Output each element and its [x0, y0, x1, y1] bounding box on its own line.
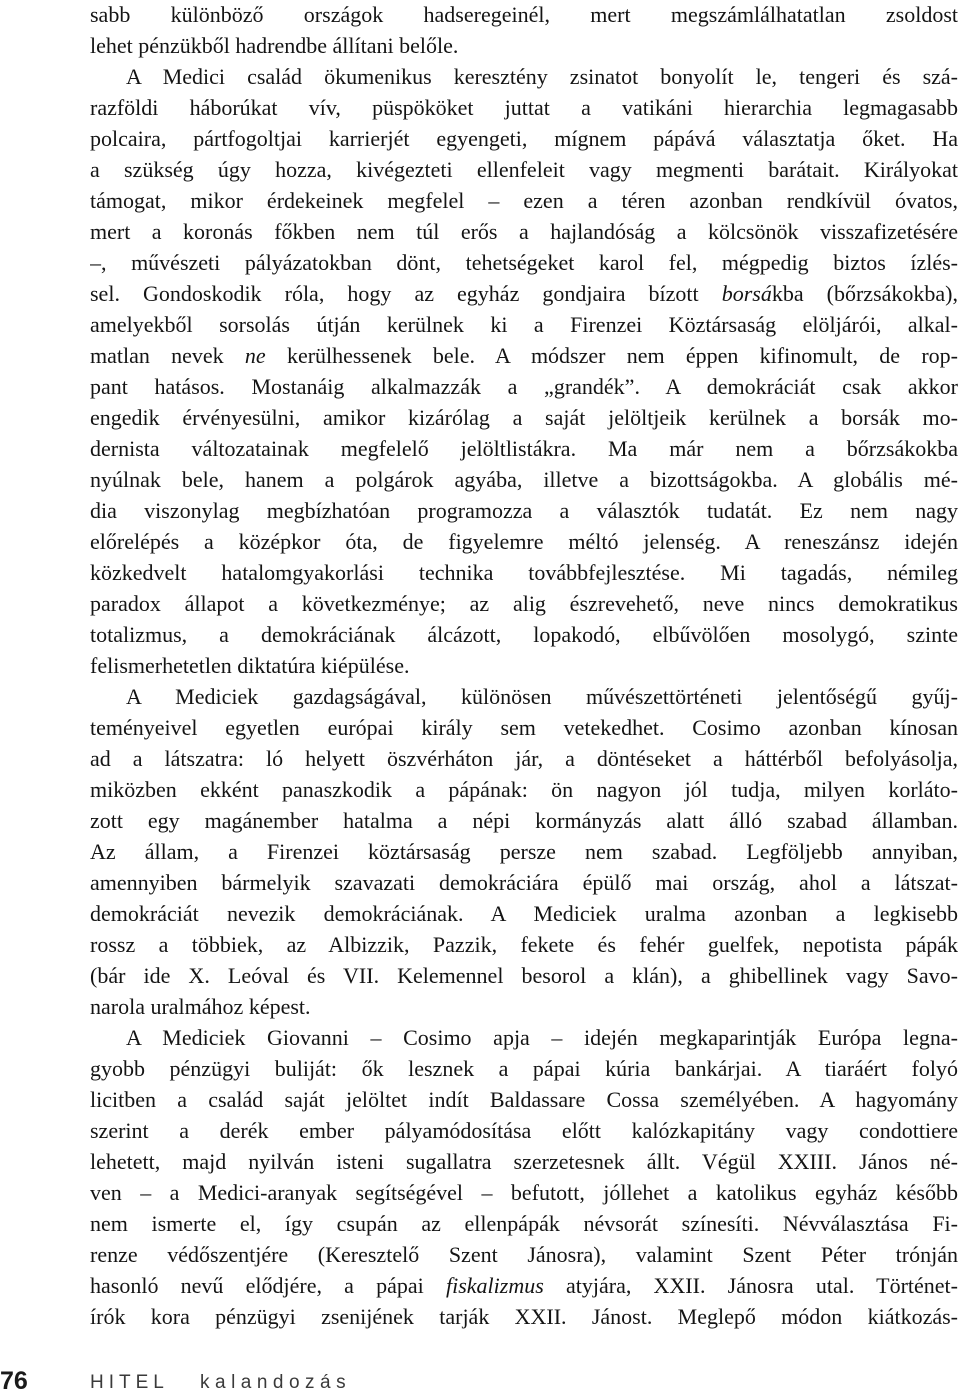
text-segment: narola uralmához képest.: [90, 994, 311, 1019]
text-line: [90, 650, 958, 681]
text-segment: engedik érvényesülni, amikor kizárólag a saját jelöltjeik kerülnek a borsák mo-: [90, 405, 958, 430]
text-line: [90, 1301, 958, 1332]
text-line: [90, 185, 958, 216]
body-text: [90, 0, 958, 1332]
text-segment: a szükség úgy hozza, kivégezteti ellenfeleit vagy megmenti barátait. Királyokat: [90, 157, 958, 182]
text-segment: zott egy magánember hatalma a népi kormányzás alatt álló szabad államban.: [90, 808, 958, 833]
journal-name: HITEL: [90, 1372, 169, 1393]
text-segment: rossz a többiek, az Albizzik, Pazzik, fekete és fehér guelfek, nepotista pápák: [90, 932, 958, 957]
text-segment: ven – a Medici-aranyak segítségével – befutott, jóllehet a katolikus egyház később: [90, 1180, 958, 1205]
page-number: 76: [0, 1367, 28, 1395]
text-segment: Az állam, a Firenzei köztársaság persze nem szabad. Legföljebb annyiban,: [90, 839, 958, 864]
text-segment: pant hatásos. Mostanáig alkalmazzák a „grandék”. A demokráciát csak akkor: [90, 374, 958, 399]
text-line: [90, 557, 958, 588]
italic-text: fiskalizmus: [445, 1273, 544, 1298]
text-line: [90, 1146, 958, 1177]
text-line: [90, 1177, 958, 1208]
text-line: [90, 743, 958, 774]
text-segment: paradox állapot a következménye; az alig észrevehető, neve nincs demokratikus: [90, 591, 958, 616]
paragraph: [90, 0, 958, 61]
text-segment: dia viszonylag megbízhatóan programozza a választók tudatát. Ez nem nagy: [90, 498, 958, 523]
text-line: [90, 712, 958, 743]
section-title: kalandozás: [200, 1372, 352, 1393]
text-segment: hasonló nevű elődjére, a pápai: [90, 1273, 446, 1298]
text-line: [90, 464, 958, 495]
italic-text: ne: [244, 343, 266, 368]
text-segment: közkedvelt hatalomgyakorlási technika továbbfejlesztése. Mi tagadás, némileg: [90, 560, 958, 585]
page-footer: [0, 1366, 960, 1396]
text-segment: felismerhetetlen diktatúra kiépülése.: [90, 653, 410, 678]
text-line: [90, 216, 958, 247]
text-segment: sel. Gondoskodik róla, hogy az egyház gondjaira bízott: [90, 281, 722, 306]
text-line: [90, 929, 958, 960]
text-segment: razföldi háborúkat vív, püspököket juttat a vatikáni hierarchia legmagasabb: [90, 95, 958, 120]
paragraph: [90, 61, 958, 681]
text-segment: ad a látszatra: ló helyett öszvérháton jár, a döntéseket a háttérből befolyásolja,: [90, 746, 958, 771]
text-line: [90, 1239, 958, 1270]
text-line: [90, 433, 958, 464]
text-line: [90, 495, 958, 526]
text-line: [90, 402, 958, 433]
text-line: [90, 371, 958, 402]
text-line: [90, 991, 958, 1022]
text-segment: kba (bőrzsákokba),: [771, 281, 958, 306]
text-segment: amelyekből sorsolás útján kerülnek ki a Firenzei Köztársaság elöljárói, alkal-: [90, 312, 958, 337]
paragraph: [90, 681, 958, 1022]
text-line: [90, 681, 958, 712]
text-segment: atyjára, XXII. Jánosra utal. Történet-: [543, 1273, 958, 1298]
text-line: [90, 619, 958, 650]
text-segment: nyúlnak bele, hanem a polgárok agyába, illetve a bizottságokba. A globális mé-: [90, 467, 958, 492]
text-segment: teményeivel egyetlen európai király sem vetekedhet. Cosimo azonban kínosan: [90, 715, 958, 740]
text-segment: írók kora pénzügyi zsenijének tarják XXII. Jánost. Meglepő módon kiátkozás-: [90, 1304, 958, 1329]
text-segment: dernista változatainak megfelelő jelöltlistákra. Ma már nem a bőrzsákokba: [90, 436, 958, 461]
text-line: [90, 1208, 958, 1239]
text-segment: polcaira, pártfogoltjai karrierjét egyengeti, mígnem pápává választatja őket. Ha: [90, 126, 958, 151]
text-segment: lehet pénzükből hadrendbe állítani belőle.: [90, 33, 459, 58]
italic-text: borsá: [721, 281, 772, 306]
text-segment: támogat, mikor érdekeinek megfelel – ezen a téren azonban rendkívül óvatos,: [90, 188, 958, 213]
text-segment: A Medici család ökumenikus keresztény zsinatot bonyolít le, tengeri és szá-: [126, 64, 958, 89]
text-segment: előrelépés a középkor óta, de figyelemre méltó jelenség. A reneszánsz idején: [90, 529, 958, 554]
text-segment: –, művészeti pályázatokban dönt, tehetségeket karol fel, mégpedig biztos ízlés-: [90, 250, 958, 275]
text-line: [90, 61, 958, 92]
text-segment: renze védőszentjére (Keresztelő Szent Jánosra), valamint Szent Péter trónján: [90, 1242, 958, 1267]
text-segment: (bár ide X. Leóval és VII. Kelemennel besorol a klán), a ghibellinek vagy Savo-: [90, 963, 958, 988]
text-segment: miközben ekként panaszkodik a pápának: ön nagyon jól tudja, milyen korláto-: [90, 777, 958, 802]
text-segment: licitben a család saját jelöltet indít Baldassare Cossa személyében. A hagyomány: [90, 1087, 958, 1112]
text-segment: gyobb pénzügyi buliját: ők lesznek a pápai kúria bankárjai. A tiaráért folyó: [90, 1056, 958, 1081]
text-segment: amennyiben bármelyik szavazati demokráciára épülő mai ország, ahol a látszat-: [90, 870, 958, 895]
text-line: [90, 1022, 958, 1053]
paragraph: [90, 1022, 958, 1332]
text-line: [90, 836, 958, 867]
text-segment: nem ismerte el, így csupán az ellenpápák névsorát színesíti. Névválasztása Fi-: [90, 1211, 958, 1236]
text-segment: A Mediciek gazdagságával, különösen művészettörténeti jelentőségű gyűj-: [126, 684, 958, 709]
text-line: [90, 30, 958, 61]
text-line: [90, 1084, 958, 1115]
text-segment: mert a koronás főkben nem túl erős a hajlandóság a kölcsönök visszafizetésére: [90, 219, 958, 244]
text-line: [90, 0, 958, 30]
text-line: [90, 154, 958, 185]
text-line: [90, 309, 958, 340]
text-line: [90, 898, 958, 929]
text-line: [90, 867, 958, 898]
text-line: [90, 1270, 958, 1301]
text-segment: kerülhessenek bele. A módszer nem éppen kifinomult, de rop-: [265, 343, 958, 368]
text-segment: sabb különböző országok hadseregeinél, mert megszámlálhatatlan zsoldost: [90, 2, 958, 27]
text-segment: totalizmus, a demokráciának álcázott, lopakodó, elbűvölően mosolygó, szinte: [90, 622, 958, 647]
text-line: [90, 92, 958, 123]
text-line: [90, 278, 958, 309]
text-line: [90, 1115, 958, 1146]
text-line: [90, 805, 958, 836]
text-line: [90, 123, 958, 154]
text-line: [90, 588, 958, 619]
text-line: [90, 247, 958, 278]
text-line: [90, 526, 958, 557]
text-segment: lehetett, majd nyilván isteni sugallatra szerzetesnek állt. Végül XXIII. János né-: [90, 1149, 958, 1174]
text-segment: szerint a derék ember pályamódosítása előtt kalózkapitány vagy condottiere: [90, 1118, 958, 1143]
text-segment: demokráciát nevezik demokráciának. A Mediciek uralma azonban a legkisebb: [90, 901, 958, 926]
text-line: [90, 340, 958, 371]
text-line: [90, 774, 958, 805]
text-line: [90, 960, 958, 991]
text-segment: matlan nevek: [90, 343, 245, 368]
text-line: [90, 1053, 958, 1084]
text-segment: A Mediciek Giovanni – Cosimo apja – idején megkaparintják Európa legna-: [126, 1025, 958, 1050]
